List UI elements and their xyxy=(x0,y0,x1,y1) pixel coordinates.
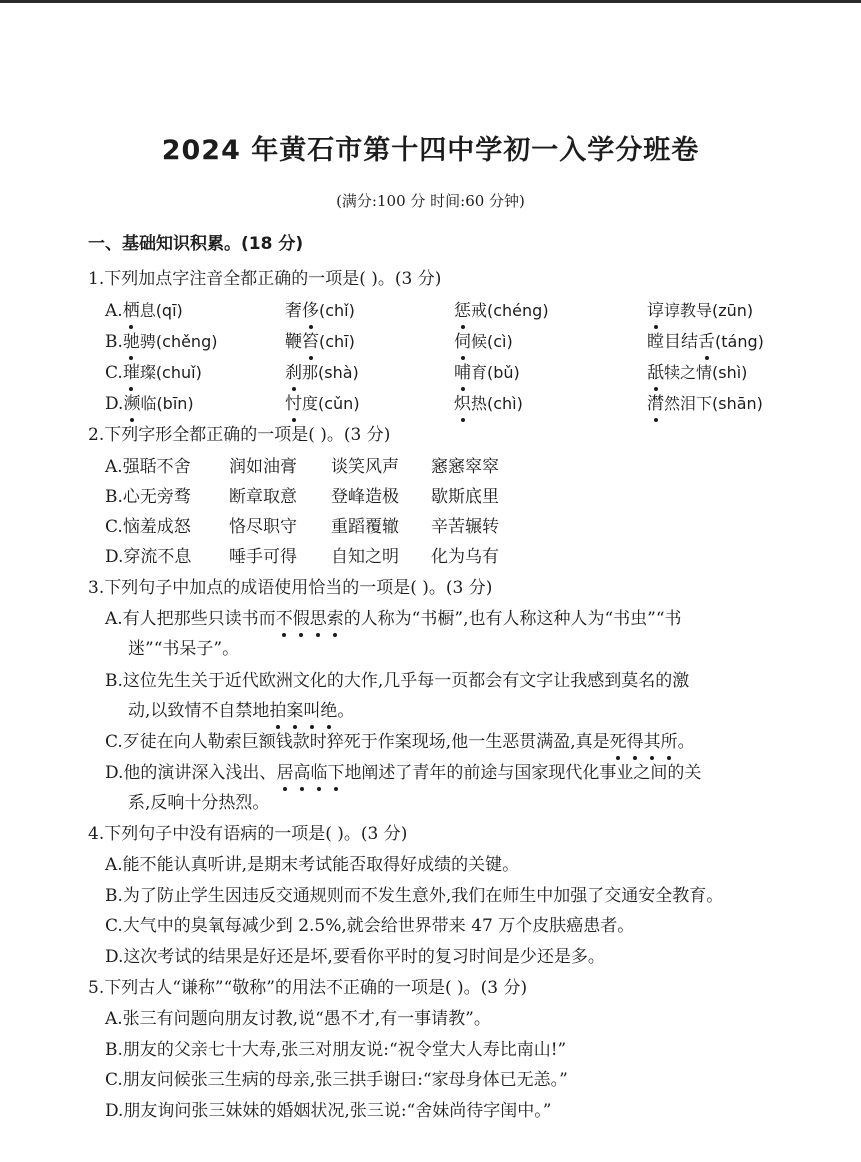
q3-option-b: B.这位先生关于近代欧洲文化的大作,几乎每一页都会有文字让我感到莫名的激 xyxy=(105,671,690,691)
q3-option-a: A.有人把那些只读书而不假思索的人称为“书橱”,也有人称这种人为“书虫”“书 xyxy=(105,609,682,629)
q2-option-a: A.强聒不舍 xyxy=(105,457,191,477)
q1-option-c-col3: 哺育(bǔ) xyxy=(454,363,520,383)
q4-option-d: D.这次考试的结果是好还是坏,要看你平时的复习时间是少还是多。 xyxy=(105,947,605,967)
exam-info: (满分:100 分 时间:60 分钟) xyxy=(336,192,525,210)
q2-option-b-word2: 断章取意 xyxy=(229,487,297,507)
question-3-stem: 3.下列句子中加点的成语使用恰当的一项是( )。(3 分) xyxy=(88,578,493,598)
q3-option-b-continued: 动,以致情不自禁地拍案叫绝。 xyxy=(128,701,355,721)
q1-option-d-col1: D.濒临(bīn) xyxy=(105,394,194,414)
q4-option-b: B.为了防止学生因违反交通规则而不发生意外,我们在师生中加强了交通安全教育。 xyxy=(105,886,724,906)
q1-option-d-col2: 忖度(cǔn) xyxy=(285,394,360,414)
q1-option-c-col1: C.璀璨(chuǐ) xyxy=(105,363,202,383)
q4-option-a: A.能不能认真听讲,是期末考试能否取得好成绩的关键。 xyxy=(105,855,520,875)
q3-option-a-idiom: 不假思索 xyxy=(275,609,344,629)
page-top-edge xyxy=(0,0,861,3)
q2-option-d: D.穿流不息 xyxy=(105,547,192,567)
q5-option-b: B.朋友的父亲七十大寿,张三对朋友说:“祝令堂大人寿比南山!” xyxy=(105,1040,567,1060)
q1-option-a-col3: 惩戒(chéng) xyxy=(454,301,549,321)
q2-option-d-word4: 化为乌有 xyxy=(431,547,499,567)
q2-option-a-word4: 窸窸窣窣 xyxy=(431,457,499,477)
q2-option-c-word2: 恪尽职守 xyxy=(229,517,297,537)
q1-option-b-col2: 鞭笞(chī) xyxy=(285,332,355,352)
q1-option-c-col4: 舐犊之情(shì) xyxy=(647,363,748,383)
section-heading: 一、基础知识积累。(18 分) xyxy=(88,234,304,254)
q1-option-a-col4: 谆谆教导(zūn) xyxy=(647,301,754,321)
q3-option-d: D.他的演讲深入浅出、居高临下地阐述了青年的前途与国家现代化事业之间的关 xyxy=(105,763,702,783)
q1-option-b-col1: B.驰骋(chěng) xyxy=(105,332,218,352)
q5-option-c: C.朋友问候张三生病的母亲,张三拱手谢曰:“家母身体已无恙。” xyxy=(105,1070,568,1090)
q2-option-b-word4: 歇斯底里 xyxy=(431,487,499,507)
q2-option-d-word2: 唾手可得 xyxy=(229,547,297,567)
q1-option-b-col3: 伺候(cì) xyxy=(454,332,513,352)
q3-option-d-continued: 系,反响十分热烈。 xyxy=(128,793,270,813)
q1-option-a-col2: 奢侈(chǐ) xyxy=(285,301,355,321)
q2-option-c-word3: 重蹈覆辙 xyxy=(331,517,399,537)
q2-option-d-word3: 自知之明 xyxy=(331,547,399,567)
q1-option-d-col4: 潸然泪下(shān) xyxy=(647,394,763,414)
q3-option-b-idiom: 拍案叫绝 xyxy=(269,701,338,721)
q1-option-b-col4: 瞠目结舌(táng) xyxy=(647,332,764,352)
question-1-stem: 1.下列加点字注音全都正确的一项是( )。(3 分) xyxy=(88,269,442,289)
q4-option-c: C.大气中的臭氧每减少到 2.5%,就会给世界带来 47 万个皮肤癌患者。 xyxy=(105,916,635,936)
q1-option-d-col3: 炽热(chì) xyxy=(454,394,523,414)
q2-option-a-word3: 谈笑风声 xyxy=(331,457,399,477)
q3-option-d-idiom: 居高临下 xyxy=(276,763,345,783)
q5-option-a: A.张三有问题向朋友讨教,说“愚不才,有一事请教”。 xyxy=(105,1009,491,1029)
q1-option-a-col1: A.栖息(qī) xyxy=(105,301,183,321)
question-2-stem: 2.下列字形全都正确的一项是( )。(3 分) xyxy=(88,425,391,445)
question-4-stem: 4.下列句子中没有语病的一项是( )。(3 分) xyxy=(88,824,408,844)
page-title: 2024 年黄石市第十四中学初一入学分班卷 xyxy=(161,135,700,166)
q3-option-c: C.歹徒在向人勒索巨额钱款时猝死于作案现场,他一生恶贯满盈,真是死得其所。 xyxy=(105,732,695,752)
q2-option-b-word3: 登峰造极 xyxy=(331,487,399,507)
question-5-stem: 5.下列古人“谦称”“敬称”的用法不正确的一项是( )。(3 分) xyxy=(88,978,528,998)
q1-option-c-col2: 刹那(shà) xyxy=(285,363,359,383)
q5-option-d: D.朋友询问张三妹妹的婚姻状况,张三说:“舍妹尚待字闺中。” xyxy=(105,1101,552,1121)
q3-option-c-idiom: 死得其所 xyxy=(609,732,678,752)
q2-option-c-word4: 辛苦辗转 xyxy=(431,517,499,537)
q3-option-a-continued: 迷”“书呆子”。 xyxy=(128,639,240,659)
q2-option-a-word2: 润如油膏 xyxy=(229,457,297,477)
q2-option-c: C.恼羞成怒 xyxy=(105,517,191,537)
q2-option-b: B.心无旁骛 xyxy=(105,487,191,507)
